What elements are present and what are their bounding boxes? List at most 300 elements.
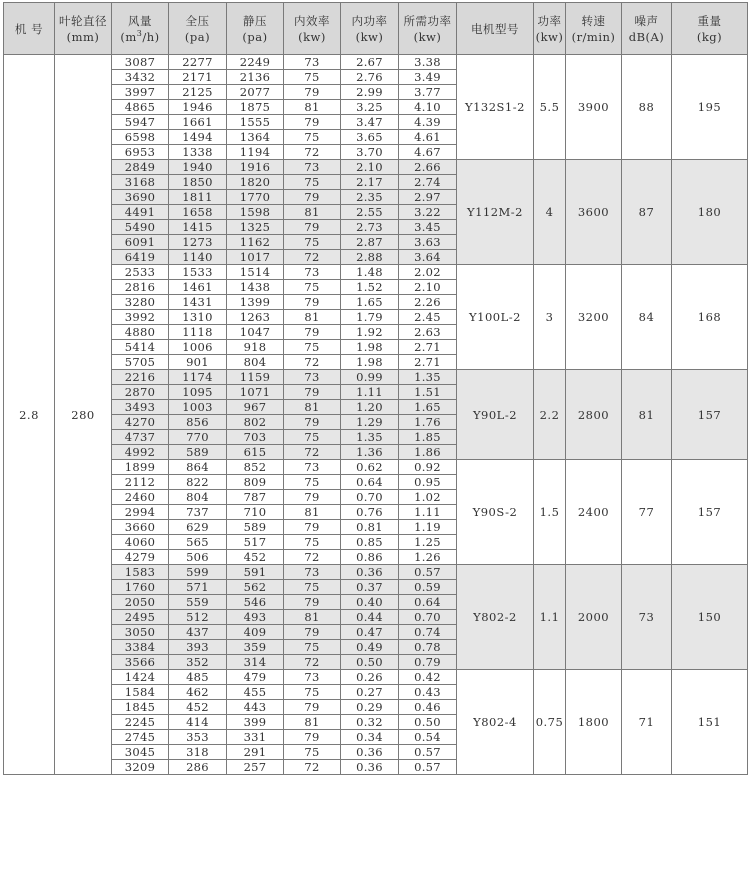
efficiency-cell: 75 [284, 535, 341, 550]
weight-cell: 157 [672, 460, 748, 565]
required-power-cell: 2.71 [399, 340, 457, 355]
internal-power-cell: 1.20 [341, 400, 399, 415]
internal-power-cell: 2.76 [341, 70, 399, 85]
flow-cell: 4270 [112, 415, 169, 430]
required-power-cell: 3.63 [399, 235, 457, 250]
fan-performance-sheet [3, 2, 747, 775]
flow-cell: 4279 [112, 550, 169, 565]
static-pressure-cell: 1820 [227, 175, 284, 190]
total-pressure-cell: 1415 [169, 220, 227, 235]
header-noise [622, 3, 672, 55]
total-pressure-cell: 1431 [169, 295, 227, 310]
total-pressure-cell: 1811 [169, 190, 227, 205]
total-pressure-cell: 2125 [169, 85, 227, 100]
internal-power-cell: 1.29 [341, 415, 399, 430]
header-required-power-unit: (kw) [413, 29, 442, 44]
required-power-cell: 4.39 [399, 115, 457, 130]
flow-cell: 2816 [112, 280, 169, 295]
speed-cell: 2400 [566, 460, 622, 565]
required-power-cell: 1.65 [399, 400, 457, 415]
static-pressure-cell: 1194 [227, 145, 284, 160]
speed-cell: 3900 [566, 55, 622, 160]
header-impeller-diameter [55, 3, 112, 55]
table-row [4, 160, 748, 175]
internal-power-cell: 0.50 [341, 655, 399, 670]
table-row [4, 670, 748, 685]
total-pressure-cell: 318 [169, 745, 227, 760]
efficiency-cell: 72 [284, 355, 341, 370]
flow-cell: 2245 [112, 715, 169, 730]
internal-power-cell: 0.86 [341, 550, 399, 565]
static-pressure-cell: 967 [227, 400, 284, 415]
flow-cell: 3690 [112, 190, 169, 205]
internal-power-cell: 0.85 [341, 535, 399, 550]
efficiency-cell: 79 [284, 730, 341, 745]
flow-cell: 2112 [112, 475, 169, 490]
required-power-cell: 4.61 [399, 130, 457, 145]
static-pressure-cell: 479 [227, 670, 284, 685]
static-pressure-cell: 331 [227, 730, 284, 745]
flow-cell: 5490 [112, 220, 169, 235]
efficiency-cell: 79 [284, 520, 341, 535]
flow-cell: 1583 [112, 565, 169, 580]
internal-power-cell: 0.70 [341, 490, 399, 505]
total-pressure-cell: 1940 [169, 160, 227, 175]
required-power-cell: 0.64 [399, 595, 457, 610]
total-pressure-cell: 1850 [169, 175, 227, 190]
required-power-cell: 3.49 [399, 70, 457, 85]
flow-cell: 3432 [112, 70, 169, 85]
internal-power-cell: 2.73 [341, 220, 399, 235]
static-pressure-cell: 1598 [227, 205, 284, 220]
internal-power-cell: 3.65 [341, 130, 399, 145]
static-pressure-cell: 1916 [227, 160, 284, 175]
internal-power-cell: 3.47 [341, 115, 399, 130]
noise-cell: 87 [622, 160, 672, 265]
required-power-cell: 2.63 [399, 325, 457, 340]
static-pressure-cell: 802 [227, 415, 284, 430]
flow-cell: 5947 [112, 115, 169, 130]
total-pressure-cell: 770 [169, 430, 227, 445]
efficiency-cell: 75 [284, 130, 341, 145]
required-power-cell: 2.10 [399, 280, 457, 295]
header-power-unit: (kw) [535, 29, 564, 44]
flow-cell: 1760 [112, 580, 169, 595]
efficiency-cell: 75 [284, 640, 341, 655]
internal-power-cell: 2.17 [341, 175, 399, 190]
flow-cell: 2745 [112, 730, 169, 745]
total-pressure-cell: 437 [169, 625, 227, 640]
total-pressure-cell: 2171 [169, 70, 227, 85]
required-power-cell: 3.64 [399, 250, 457, 265]
flow-cell: 4737 [112, 430, 169, 445]
required-power-cell: 0.57 [399, 760, 457, 775]
total-pressure-cell: 1461 [169, 280, 227, 295]
internal-power-cell: 3.25 [341, 100, 399, 115]
static-pressure-cell: 1555 [227, 115, 284, 130]
flow-cell: 3045 [112, 745, 169, 760]
internal-power-cell: 0.29 [341, 700, 399, 715]
efficiency-cell: 73 [284, 55, 341, 70]
flow-cell: 4992 [112, 445, 169, 460]
header-static-pressure-unit: (pa) [242, 29, 268, 44]
required-power-cell: 1.11 [399, 505, 457, 520]
header-model-label: 机 号 [14, 21, 44, 36]
total-pressure-cell: 856 [169, 415, 227, 430]
flow-cell: 6419 [112, 250, 169, 265]
header-total-pressure [169, 3, 227, 55]
internal-power-cell: 0.36 [341, 760, 399, 775]
flow-cell: 1845 [112, 700, 169, 715]
power-cell: 2.2 [534, 370, 566, 460]
header-speed [566, 3, 622, 55]
static-pressure-cell: 787 [227, 490, 284, 505]
speed-cell: 1800 [566, 670, 622, 775]
flow-cell: 2050 [112, 595, 169, 610]
total-pressure-cell: 512 [169, 610, 227, 625]
efficiency-cell: 73 [284, 670, 341, 685]
total-pressure-cell: 629 [169, 520, 227, 535]
weight-cell: 195 [672, 55, 748, 160]
header-total-pressure-label: 全压 [185, 13, 210, 28]
efficiency-cell: 81 [284, 505, 341, 520]
total-pressure-cell: 822 [169, 475, 227, 490]
internal-power-cell: 2.99 [341, 85, 399, 100]
internal-power-cell: 1.35 [341, 430, 399, 445]
efficiency-cell: 79 [284, 625, 341, 640]
flow-cell: 3209 [112, 760, 169, 775]
internal-power-cell: 0.76 [341, 505, 399, 520]
required-power-cell: 0.54 [399, 730, 457, 745]
static-pressure-cell: 1514 [227, 265, 284, 280]
efficiency-cell: 75 [284, 175, 341, 190]
required-power-cell: 0.42 [399, 670, 457, 685]
internal-power-cell: 3.70 [341, 145, 399, 160]
static-pressure-cell: 703 [227, 430, 284, 445]
total-pressure-cell: 1140 [169, 250, 227, 265]
weight-cell: 150 [672, 565, 748, 670]
efficiency-cell: 75 [284, 745, 341, 760]
static-pressure-cell: 455 [227, 685, 284, 700]
total-pressure-cell: 353 [169, 730, 227, 745]
header-noise-unit: dB(A) [628, 29, 665, 44]
flow-cell: 3087 [112, 55, 169, 70]
static-pressure-cell: 517 [227, 535, 284, 550]
total-pressure-cell: 1658 [169, 205, 227, 220]
internal-power-cell: 0.32 [341, 715, 399, 730]
static-pressure-cell: 591 [227, 565, 284, 580]
table-row [4, 370, 748, 385]
static-pressure-cell: 452 [227, 550, 284, 565]
flow-cell: 4880 [112, 325, 169, 340]
total-pressure-cell: 804 [169, 490, 227, 505]
noise-cell: 77 [622, 460, 672, 565]
efficiency-cell: 75 [284, 475, 341, 490]
required-power-cell: 0.57 [399, 565, 457, 580]
flow-cell: 4491 [112, 205, 169, 220]
table-row [4, 55, 748, 70]
motor-model-cell: Y132S1-2 [457, 55, 534, 160]
internal-power-cell: 1.98 [341, 355, 399, 370]
efficiency-cell: 79 [284, 385, 341, 400]
internal-power-cell: 2.55 [341, 205, 399, 220]
efficiency-cell: 73 [284, 565, 341, 580]
header-total-pressure-unit: (pa) [184, 29, 211, 44]
static-pressure-cell: 493 [227, 610, 284, 625]
efficiency-cell: 73 [284, 460, 341, 475]
motor-model-cell: Y90L-2 [457, 370, 534, 460]
required-power-cell: 1.19 [399, 520, 457, 535]
flow-cell: 1899 [112, 460, 169, 475]
required-power-cell: 0.70 [399, 610, 457, 625]
total-pressure-cell: 2277 [169, 55, 227, 70]
static-pressure-cell: 1047 [227, 325, 284, 340]
efficiency-cell: 81 [284, 400, 341, 415]
flow-cell: 3992 [112, 310, 169, 325]
speed-cell: 3600 [566, 160, 622, 265]
static-pressure-cell: 2077 [227, 85, 284, 100]
motor-model-cell: Y90S-2 [457, 460, 534, 565]
efficiency-cell: 79 [284, 595, 341, 610]
motor-model-cell: Y112M-2 [457, 160, 534, 265]
header-speed-label: 转速 [581, 13, 606, 28]
power-cell: 4 [534, 160, 566, 265]
static-pressure-cell: 2136 [227, 70, 284, 85]
noise-cell: 81 [622, 370, 672, 460]
efficiency-cell: 72 [284, 760, 341, 775]
required-power-cell: 2.71 [399, 355, 457, 370]
static-pressure-cell: 1263 [227, 310, 284, 325]
total-pressure-cell: 393 [169, 640, 227, 655]
static-pressure-cell: 852 [227, 460, 284, 475]
flow-cell: 3050 [112, 625, 169, 640]
static-pressure-cell: 359 [227, 640, 284, 655]
noise-cell: 84 [622, 265, 672, 370]
static-pressure-cell: 1875 [227, 100, 284, 115]
total-pressure-cell: 565 [169, 535, 227, 550]
required-power-cell: 0.74 [399, 625, 457, 640]
efficiency-cell: 72 [284, 655, 341, 670]
header-power [534, 3, 566, 55]
flow-cell: 2533 [112, 265, 169, 280]
table-row [4, 265, 748, 280]
required-power-cell: 1.25 [399, 535, 457, 550]
total-pressure-cell: 414 [169, 715, 227, 730]
power-cell: 0.75 [534, 670, 566, 775]
required-power-cell: 2.45 [399, 310, 457, 325]
internal-power-cell: 1.98 [341, 340, 399, 355]
internal-power-cell: 0.26 [341, 670, 399, 685]
required-power-cell: 4.10 [399, 100, 457, 115]
efficiency-cell: 79 [284, 325, 341, 340]
motor-model-cell: Y100L-2 [457, 265, 534, 370]
efficiency-cell: 81 [284, 205, 341, 220]
total-pressure-cell: 737 [169, 505, 227, 520]
internal-power-cell: 2.35 [341, 190, 399, 205]
total-pressure-cell: 1338 [169, 145, 227, 160]
required-power-cell: 4.67 [399, 145, 457, 160]
internal-power-cell: 0.36 [341, 565, 399, 580]
required-power-cell: 1.85 [399, 430, 457, 445]
total-pressure-cell: 1003 [169, 400, 227, 415]
flow-cell: 3168 [112, 175, 169, 190]
efficiency-cell: 79 [284, 490, 341, 505]
efficiency-cell: 75 [284, 580, 341, 595]
weight-cell: 157 [672, 370, 748, 460]
required-power-cell: 0.78 [399, 640, 457, 655]
header-static-pressure-label: 静压 [243, 13, 267, 28]
efficiency-cell: 75 [284, 235, 341, 250]
flow-cell: 3660 [112, 520, 169, 535]
flow-cell: 2994 [112, 505, 169, 520]
required-power-cell: 3.22 [399, 205, 457, 220]
required-power-cell: 3.38 [399, 55, 457, 70]
impeller-diameter-cell: 280 [55, 55, 112, 775]
flow-cell: 2870 [112, 385, 169, 400]
internal-power-cell: 0.99 [341, 370, 399, 385]
efficiency-cell: 72 [284, 550, 341, 565]
speed-cell: 2000 [566, 565, 622, 670]
static-pressure-cell: 589 [227, 520, 284, 535]
power-cell: 1.1 [534, 565, 566, 670]
flow-cell: 5414 [112, 340, 169, 355]
internal-power-cell: 0.62 [341, 460, 399, 475]
efficiency-cell: 79 [284, 700, 341, 715]
required-power-cell: 1.35 [399, 370, 457, 385]
static-pressure-cell: 1325 [227, 220, 284, 235]
internal-power-cell: 2.88 [341, 250, 399, 265]
internal-power-cell: 1.79 [341, 310, 399, 325]
header-flow-unit-a: (m [120, 29, 137, 44]
internal-power-cell: 2.67 [341, 55, 399, 70]
efficiency-cell: 81 [284, 610, 341, 625]
required-power-cell: 2.66 [399, 160, 457, 175]
required-power-cell: 2.74 [399, 175, 457, 190]
header-internal-power [341, 3, 399, 55]
flow-cell: 1584 [112, 685, 169, 700]
table-row [4, 460, 748, 475]
power-cell: 3 [534, 265, 566, 370]
static-pressure-cell: 809 [227, 475, 284, 490]
header-row [4, 3, 748, 55]
flow-cell: 6091 [112, 235, 169, 250]
table-header [4, 3, 748, 55]
static-pressure-cell: 2249 [227, 55, 284, 70]
efficiency-cell: 75 [284, 340, 341, 355]
required-power-cell: 1.26 [399, 550, 457, 565]
efficiency-cell: 73 [284, 370, 341, 385]
flow-cell: 3997 [112, 85, 169, 100]
static-pressure-cell: 804 [227, 355, 284, 370]
total-pressure-cell: 1494 [169, 130, 227, 145]
efficiency-cell: 79 [284, 85, 341, 100]
total-pressure-cell: 571 [169, 580, 227, 595]
header-internal-power-label: 内功率 [351, 13, 388, 28]
total-pressure-cell: 901 [169, 355, 227, 370]
internal-power-cell: 0.27 [341, 685, 399, 700]
efficiency-cell: 79 [284, 220, 341, 235]
total-pressure-cell: 599 [169, 565, 227, 580]
required-power-cell: 1.86 [399, 445, 457, 460]
header-internal-efficiency-label: 内效率 [294, 13, 330, 28]
speed-cell: 3200 [566, 265, 622, 370]
total-pressure-cell: 864 [169, 460, 227, 475]
internal-power-cell: 0.34 [341, 730, 399, 745]
motor-model-cell: Y802-4 [457, 670, 534, 775]
header-motor-model [457, 3, 534, 55]
header-static-pressure [227, 3, 284, 55]
header-flow-label: 风量 [128, 13, 152, 28]
flow-cell: 2495 [112, 610, 169, 625]
required-power-cell: 3.45 [399, 220, 457, 235]
flow-cell: 6598 [112, 130, 169, 145]
static-pressure-cell: 314 [227, 655, 284, 670]
efficiency-cell: 75 [284, 70, 341, 85]
internal-power-cell: 0.36 [341, 745, 399, 760]
header-flow [112, 3, 169, 55]
static-pressure-cell: 1399 [227, 295, 284, 310]
static-pressure-cell: 546 [227, 595, 284, 610]
header-flow-unit-sup: 3 [136, 28, 143, 38]
required-power-cell: 0.92 [399, 460, 457, 475]
total-pressure-cell: 506 [169, 550, 227, 565]
total-pressure-cell: 1661 [169, 115, 227, 130]
static-pressure-cell: 409 [227, 625, 284, 640]
speed-cell: 2800 [566, 370, 622, 460]
static-pressure-cell: 1071 [227, 385, 284, 400]
total-pressure-cell: 1006 [169, 340, 227, 355]
efficiency-cell: 75 [284, 280, 341, 295]
weight-cell: 151 [672, 670, 748, 775]
header-weight-unit: (kg) [696, 29, 723, 44]
total-pressure-cell: 1118 [169, 325, 227, 340]
total-pressure-cell: 1310 [169, 310, 227, 325]
required-power-cell: 2.02 [399, 265, 457, 280]
static-pressure-cell: 1364 [227, 130, 284, 145]
flow-cell: 3493 [112, 400, 169, 415]
power-cell: 1.5 [534, 460, 566, 565]
efficiency-cell: 75 [284, 685, 341, 700]
static-pressure-cell: 1159 [227, 370, 284, 385]
power-cell: 5.5 [534, 55, 566, 160]
total-pressure-cell: 1273 [169, 235, 227, 250]
internal-power-cell: 0.64 [341, 475, 399, 490]
internal-power-cell: 2.87 [341, 235, 399, 250]
internal-power-cell: 1.65 [341, 295, 399, 310]
efficiency-cell: 72 [284, 445, 341, 460]
header-internal-power-unit: (kw) [355, 29, 384, 44]
table-row [4, 565, 748, 580]
total-pressure-cell: 1946 [169, 100, 227, 115]
internal-power-cell: 0.40 [341, 595, 399, 610]
internal-power-cell: 1.52 [341, 280, 399, 295]
required-power-cell: 0.59 [399, 580, 457, 595]
static-pressure-cell: 443 [227, 700, 284, 715]
required-power-cell: 0.79 [399, 655, 457, 670]
header-internal-efficiency-unit: (kw) [298, 29, 326, 44]
total-pressure-cell: 559 [169, 595, 227, 610]
noise-cell: 71 [622, 670, 672, 775]
static-pressure-cell: 1770 [227, 190, 284, 205]
header-weight-label: 重量 [697, 13, 722, 28]
model-number-cell: 2.8 [4, 55, 55, 775]
static-pressure-cell: 257 [227, 760, 284, 775]
internal-power-cell: 1.48 [341, 265, 399, 280]
total-pressure-cell: 485 [169, 670, 227, 685]
internal-power-cell: 0.81 [341, 520, 399, 535]
efficiency-cell: 73 [284, 160, 341, 175]
header-flow-unit-b: /h) [142, 29, 160, 44]
